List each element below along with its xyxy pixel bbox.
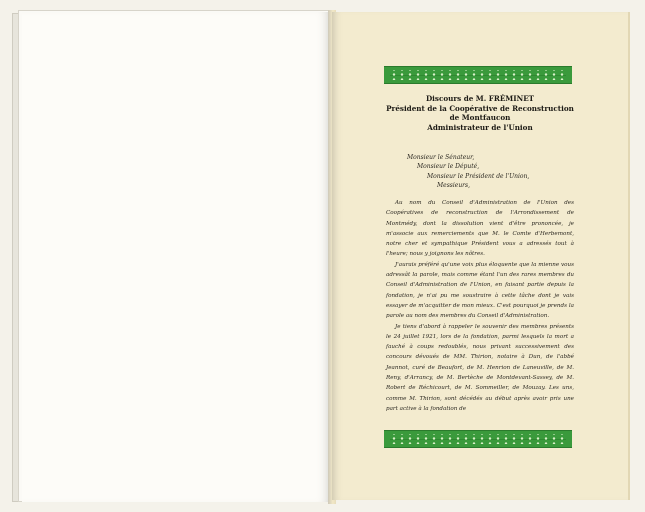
right-text-page: [332, 12, 630, 500]
heading-line-3: de Montfaucon: [449, 113, 511, 123]
salutation-block: [407, 153, 607, 191]
salutation-line: Monsieur le Sénateur,: [407, 154, 475, 161]
band-ornament: [390, 70, 566, 80]
heading-line-4: Administrateur de l'Union: [427, 122, 533, 132]
speech-body: [386, 198, 574, 414]
heading-line-1: Discours de M. FRÉMINET: [425, 94, 535, 103]
decorative-green-band-bottom: [384, 430, 572, 448]
paragraph: Je tiens d'abord à rappeler le souvenir des membres présents le 24 juillet 1921, lors de la fondation, parmi lesquels la mort a fauché à coups redoublés, nous privant successivement des concours dévoués de MM. Thirion, notaire à Dun, de l'abbé Jeannot, curé de Beaufort, de M. Henrion de Laneuville, de M. Reny, d'Arrancy, de M. Bertèche de Montdevant-Sassey, de M. Robert de Réchicourt, de M. Sommeiller, de Mouzay. Les uns, comme M. Thirion, sont décédés au début après avoir pris une part active à la fondation de: [386, 323, 574, 412]
paragraph: Au nom du Conseil d'Administration de l'Union des Coopératives de reconstruction de l'Arrondissement de Montmédy, dont la dissolution vient d'être prononcée, je m'associe aux remerciements que M. le Comte d'Herbemont, notre cher et sympathique Président vous a adressés tout à l'heure; nous y joignons les nôtres.: [386, 200, 574, 258]
heading-line-2: Président de la Coopérative de Reconstruction: [386, 103, 574, 113]
open-booklet: [12, 10, 631, 504]
left-blank-page: [22, 12, 330, 502]
salutation-line: Monsieur le Président de l'Union,: [427, 172, 530, 180]
salutation-line: Messieurs,: [437, 182, 471, 190]
decorative-green-band-top: [384, 66, 572, 84]
band-ornament: [390, 434, 566, 444]
paragraph: J'aurais préféré qu'une voix plus éloquente que la mienne vous adressât la parole, mais comme étant l'un des rares membres du Conseil d'Administration de l'Union, en faisant partie depuis la fondation, je n'ai pu me soustraire à cette tâche dont je vais essayer de m'acquitter de mon mieux. C'est pourquoi je prends la parole au nom des membres du Conseil d'Administration.: [386, 261, 574, 320]
salutation-line: Monsieur le Député,: [417, 163, 480, 171]
speech-heading: [362, 94, 598, 132]
